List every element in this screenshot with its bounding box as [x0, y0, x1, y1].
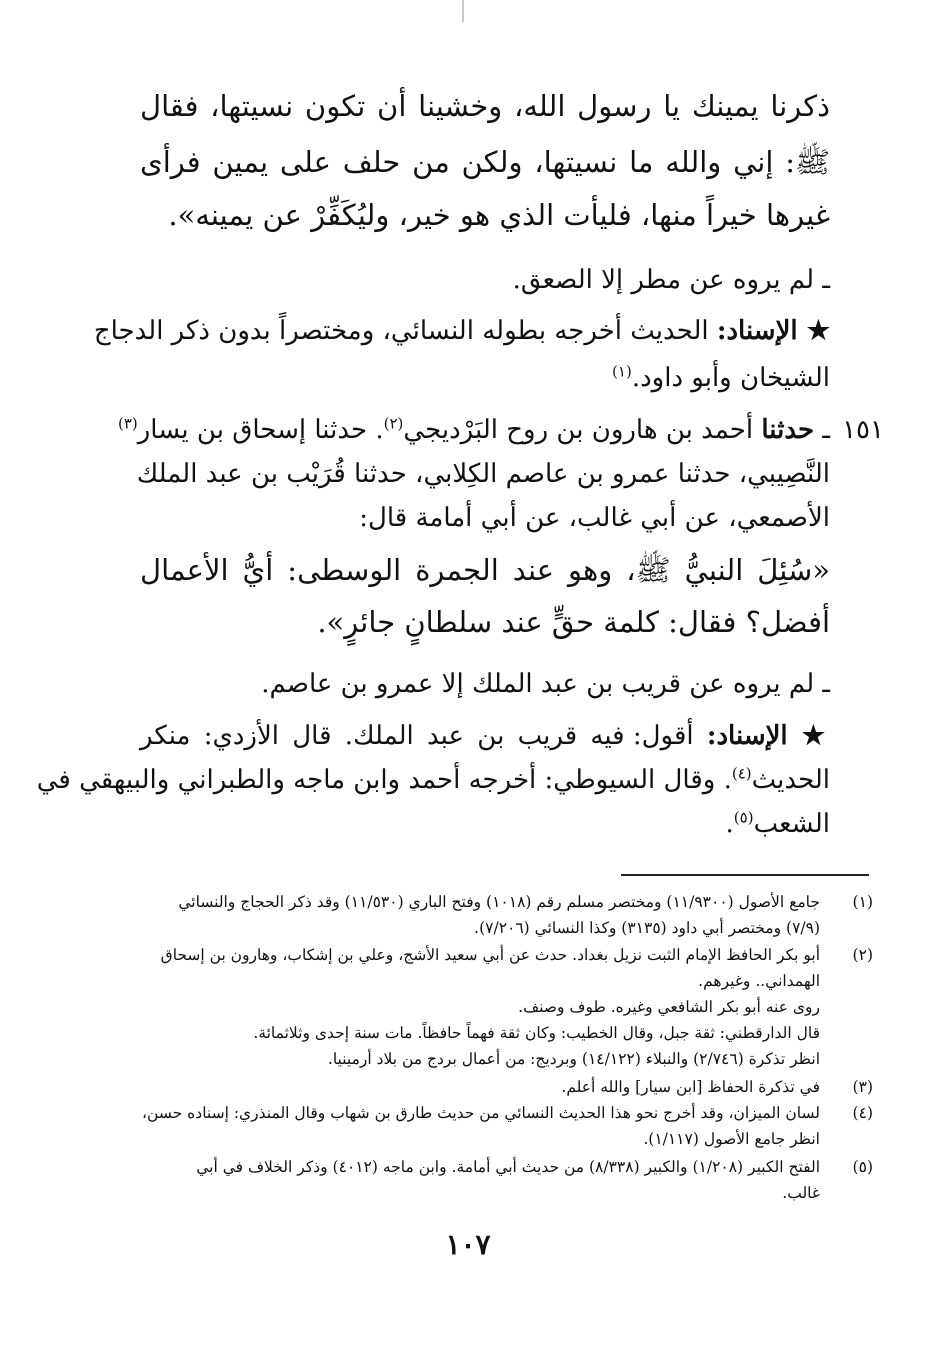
- footnote-ref-1: (١): [612, 362, 632, 381]
- matn-line-1: «سُئِلَ النبيُّ ﷺ، وهو عند الجمرة الوسطى: أيُّ الأعمال: [140, 553, 830, 587]
- hadith-151-line-2: النَّصِيبي، حدثنا عمرو بن عاصم الكِلابي، حدثنا قُرَيْب بن عبد الملك: [136, 459, 830, 489]
- body-line-1: ذكرنا يمينك يا رسول الله، وخشينا أن تكون نسيتها، فقال: [140, 89, 830, 123]
- body-line-2: ﷺ: إني والله ما نسيتها، ولكن من حلف على يمين فرأى: [140, 145, 830, 179]
- footnote-1-line-1: جامع الأصول (١١/٩٣٠٠) ومختصر مسلم رقم (١٠١٨) وفتح الباري (١١/٥٣٠) وقد ذكر الحجاج والنسائي: [178, 893, 820, 911]
- footnote-separator: [621, 874, 869, 876]
- isnad-1-line-1: ★ الإسناد: الحديث أخرجه بطوله النسائي، ومختصراً بدون ذكر الدجاج: [93, 316, 830, 346]
- footnote-ref-3: (٣): [117, 414, 138, 433]
- footnote-2-line-3: روى عنه أبو بكر الشافعي وغيره. طوف وصنف.: [518, 998, 820, 1016]
- isnad-label: ★ الإسناد:: [706, 721, 831, 751]
- isnad-label: ★ الإسناد:: [716, 316, 830, 346]
- footnote-number-4: (٤): [852, 1104, 873, 1122]
- footnote-2-line-5: انظر تذكرة (٢/٧٤٦) والنبلاء (١٤/١٢٢) وبرديج: من أعمال بردج من بلاد أرمينيا.: [327, 1050, 820, 1068]
- matn-line-2: أفضل؟ فقال: كلمة حقٍّ عند سلطانٍ جائرٍ».: [317, 605, 830, 639]
- footnote-number-2: (٢): [852, 946, 873, 964]
- footnote-2-line-1: أبو بكر الحافظ الإمام الثبت نزيل بغداد. حدث عن أبي سعيد الأشج، وعلي بن إشكاب، وهارون بن إسحاق: [160, 946, 820, 964]
- footnote-3-line-1: في تذكرة الحفاظ [ابن سيار] والله أعلم.: [561, 1078, 820, 1096]
- hadith-number: ١٥١: [842, 415, 884, 445]
- footnote-1-line-2: (٧/٩) ومختصر أبي داود (٣١٣٥) وكذا النسائي (٧/٢٠٦).: [474, 919, 820, 937]
- footnote-number-1: (١): [852, 893, 873, 911]
- isnad-2-line-2: الحديث$^{(٤)}$. وقال السيوطي: أخرجه أحمد وابن ماجه والطبراني والبيهقي في: [36, 764, 830, 795]
- footnote-5-line-2: غالب.: [782, 1184, 820, 1202]
- transmission-note-1: ـ لم يروه عن مطر إلا الصعق.: [512, 265, 830, 295]
- footnote-2-line-4: قال الدارقطني: ثقة جبل، وقال الخطيب: وكان ثقة فهماً حافظاً. مات سنة إحدى وثلاثمائة.: [253, 1024, 820, 1042]
- footnote-4-line-2: انظر جامع الأصول (١/١١٧).: [643, 1130, 820, 1148]
- footnote-ref-2: (٢): [383, 414, 404, 433]
- footnote-5-line-1: الفتح الكبير (١/٢٠٨) والكبير (٨/٣٣٨) من حديث أبي أمامة. وابن ماجه (٤٠١٢) وذكر الخلاف في أبي: [196, 1158, 820, 1176]
- hadith-151-line-3: الأصمعي، عن أبي غالب، عن أبي أمامة قال:: [359, 503, 830, 533]
- transmission-note-2: ـ لم يروه عن قريب بن عبد الملك إلا عمرو بن عاصم.: [261, 669, 830, 699]
- body-line-3: غيرها خيراً منها، فليأت الذي هو خير، وليُكَفِّرْ عن يمينه».: [168, 198, 830, 232]
- footnote-ref-4: (٤): [731, 764, 752, 783]
- footnote-ref-5: (٥): [733, 808, 754, 827]
- isnad-2-line-1: ★ الإسناد: أقول: فيه قريب بن عبد الملك. قال الأزدي: منكر: [140, 721, 831, 751]
- top-edge-mark: [462, 0, 464, 22]
- footnote-2-line-2: الهمداني.. وغيرهم.: [698, 972, 820, 990]
- footnote-number-3: (٣): [852, 1078, 873, 1096]
- hadith-151-line-1: ـ حدثنا أحمد بن هارون بن روح البَرْديجي$^{(٢)}$. حدثنا إسحاق بن يسار$^{(٣)}$: [117, 414, 830, 445]
- isnad-1-line-2: الشيخان وأبو داود.$^{(١)}$: [612, 362, 830, 393]
- isnad-2-line-3: الشعب$^{(٥)}$.: [725, 808, 830, 839]
- footnote-number-5: (٥): [852, 1158, 873, 1176]
- footnote-4-line-1: لسان الميزان، وقد أخرج نحو هذا الحديث النسائي من حديث طارق بن شهاب وقال المنذري: إسناده حسن،: [142, 1104, 820, 1122]
- page-number: ١٠٧: [445, 1228, 491, 1261]
